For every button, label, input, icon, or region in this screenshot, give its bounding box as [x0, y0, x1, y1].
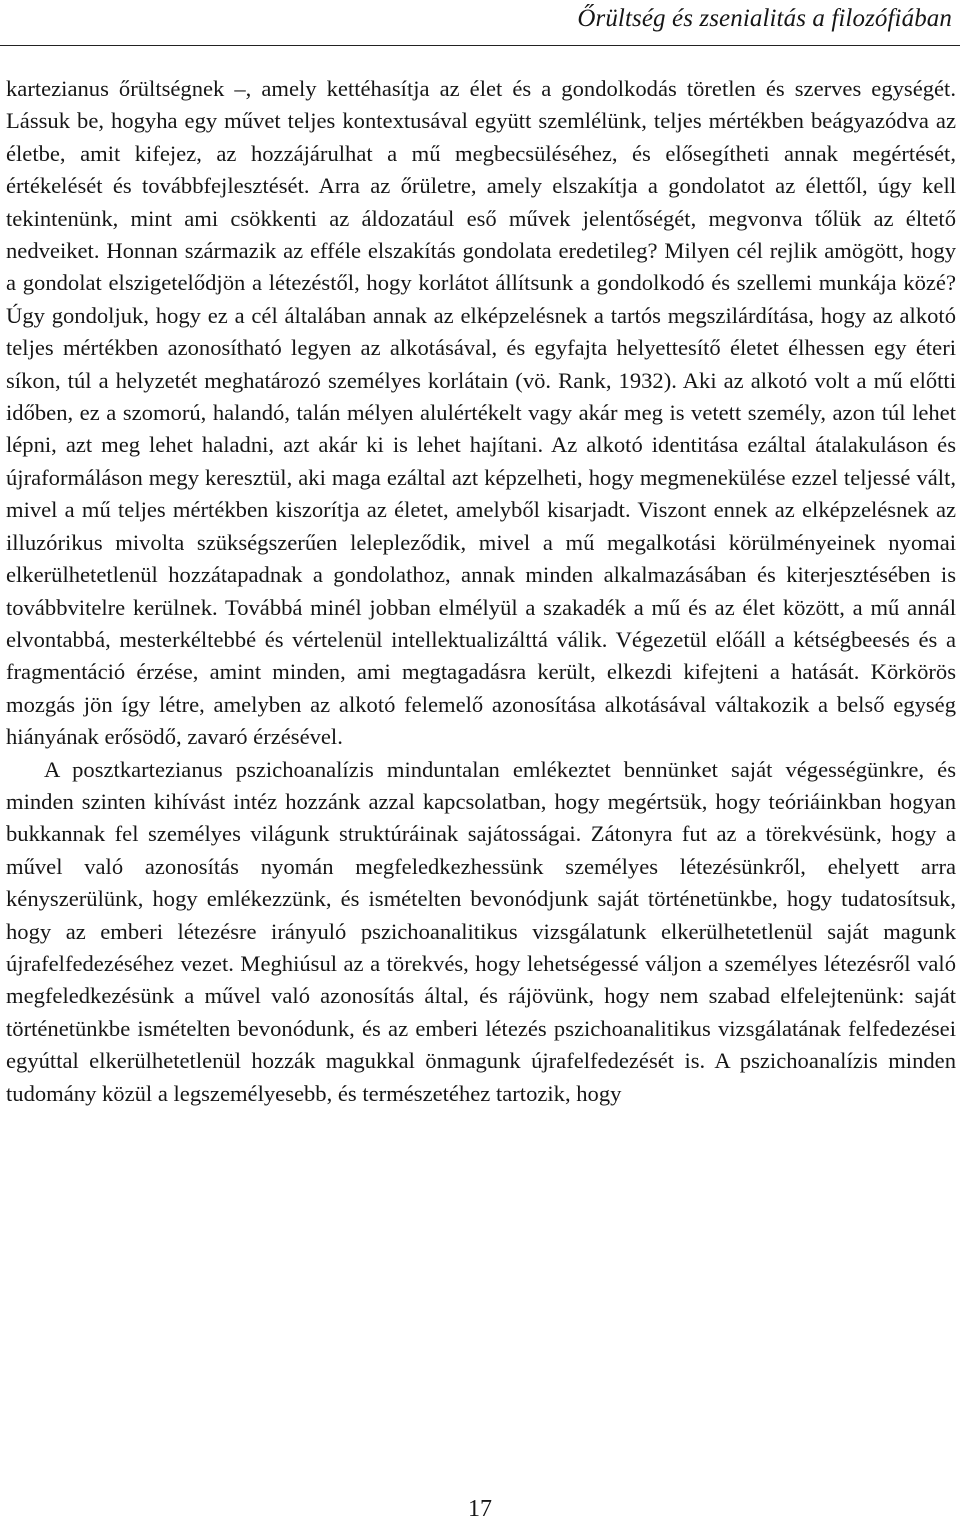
paragraph-2: A posztkartezianus pszichoanalízis minduntalan emlékeztet bennünket saját végességünkre, és minden szinten kihívást intéz hozzánk azzal kapcsolatban, hogy megértsük, hogy teóriáinkban hogyan bukkannak fel személyes világunk struktúráinak sajátosságai. Zátonyra fut az a törekvésünk, hogy a művel való azonosítás nyomán megfeledkezhessünk személyes létezésünkről, ehelyett arra kényszerülünk, hogy emlékezzünk, és ismételten bevonódjunk saját történetünkbe, hogy tudatosítsuk, hogy az emberi létezésre irányuló pszichoanalitikus vizsgálatunk elkerülhetetlenül saját magunk újrafelfedezéséhez vezet. Meghiúsul az a törekvés, hogy lehetségessé váljon a személyes létezésről való megfeledkezésünk a művel való azonosítás által, és rájövünk, hogy nem szabad elfelejtenünk: saját történetünkbe ismételten bevonódunk, és az emberi létezés pszichoanalitikus vizsgálatának felfedezései egyúttal elkerülhetetlenül hozzák magukkal önmagunk újrafelfedezését is. A pszichoanalízis minden tudomány közül a legszemélyesebb, és természetéhez tartozik, hogy — [6, 756, 956, 1106]
header-rule — [0, 45, 960, 46]
page-number: 17 — [468, 1496, 492, 1522]
body-text — [6, 73, 956, 1110]
paragraph-1: kartezianus őrültségnek –, amely kettéhasítja az élet és a gondolkodás töretlen és szerves egységét. Lássuk be, hogyha egy művet teljes kontextusával együtt szemlélünk, teljes mértékben beágyazódva az életbe, amit kifejez, az hozzájárulhat a mű megbecsüléséhez, és elősegítheti annak megértését, értékelését és továbbfejlesztését. Arra az őrületre, amely elszakítja a gondolatot az élettől, úgy kell tekintenünk, mint ami csökkenti az áldozatául eső művek jelentőségét, megvonva tőlük az éltető nedveiket. Honnan származik az efféle elszakítás gondolata eredetileg? Milyen cél rejlik amögött, hogy a gondolat elszigetelődjön a létezéstől, hogy korlátot állítsunk a gondolkodó és szellemi munkája közé? Úgy gondoljuk, hogy ez a cél általában annak az elképzelésnek a tartós megszilárdítása, hogy az alkotó teljes mértékben azonosítható legyen az alkotásával, és egyfajta helyettesítő életet élhessen egy éteri síkon, túl a helyzetét meghatározó személyes korlátain (vö. Rank, 1932). Aki az alkotó volt a mű előtti időben, ez a szomorú, halandó, talán mélyen alulértékelt vagy akár meg is vetett személy, azon túl lehet lépni, azt meg lehet haladni, azt akár ki is lehet hajítani. Az alkotó identitása ezáltal átalakuláson és újraformáláson megy keresztül, aki maga ezáltal azt képzelheti, hogy megmenekülése ezzel teljessé vált, mivel a mű teljes mértékben kiszorítja az életet, amelyből kisarjadt. Viszont ennek az elképzelésnek az illuzórikus mivolta szükségszerűen lelepleződik, mivel a mű megalkotási körülményeinek nyomai elkerülhetetlenül hozzátapadnak a gondolathoz, annak minden alkalmazásában és kiterjesztésében is továbbvitelre kerülnek. Továbbá minél jobban elmélyül a szakadék a mű és az élet között, a mű annál elvontabbá, mesterkéltebbé és vértelenül intellektualizálttá válik. Végezetül előáll a kétségbeesés és a fragmentáció érzése, amint minden, ami megtagadásra került, elkezdi kifejteni a hatását. Körkörös mozgás jön így létre, amelyben az alkotó felemelő azonosítása alkotásával váltakozik a belső egység hiányának erősödő, zavaró érzésével. — [6, 76, 956, 750]
running-head-title: Őrültség és zsenialitás a filozófiában — [577, 5, 952, 32]
